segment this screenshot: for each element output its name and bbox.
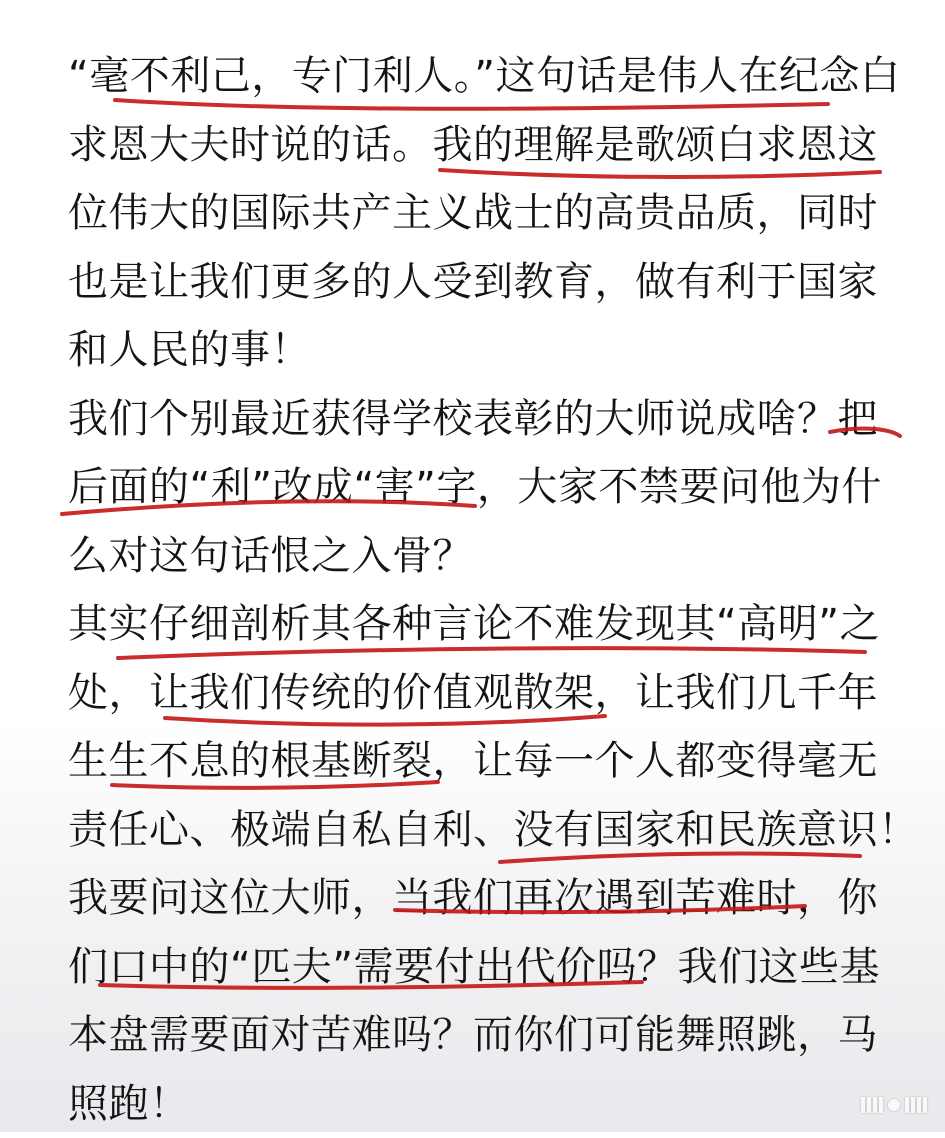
text-line: 处，让我们传统的价值观散架，让我们几千年 (68, 659, 898, 728)
text-line: 责任心、极端自私自利、没有国家和民族意识！ (68, 796, 898, 865)
text-line: 生生不息的根基断裂，让每一个人都变得毫无 (68, 727, 898, 796)
text-line: 本盘需要面对苦难吗？而你们可能舞照跳，马 (68, 1001, 898, 1070)
watermark-bar-icon (867, 1097, 871, 1113)
text-line: 其实仔细剖析其各种言论不难发现其“高明”之 (68, 590, 898, 659)
watermark-bar-icon (879, 1097, 883, 1113)
watermark-bar-icon (917, 1097, 921, 1113)
text-line: 我要问这位大师，当我们再次遇到苦难时，你 (68, 864, 898, 933)
text-line: 和人民的事！ (68, 316, 898, 385)
text-line: 照跑！ (68, 1070, 898, 1138)
watermark-bar-icon (911, 1097, 915, 1113)
watermark-bar-icon (923, 1097, 927, 1113)
text-line: 我们个别最近获得学校表彰的大师说成啥？把 (68, 385, 898, 454)
watermark-bar-icon (905, 1097, 909, 1113)
text-line: 后面的“利”改成“害”字，大家不禁要问他为什 (68, 453, 898, 522)
watermark-dot-icon (888, 1099, 900, 1111)
text-line: 么对这句话恨之入骨？ (68, 522, 898, 591)
text-line: 求恩大夫时说的话。我的理解是歌颂白求恩这 (68, 111, 898, 180)
article-text (68, 42, 898, 1138)
text-line: 们口中的“匹夫”需要付出代价吗？我们这些基 (68, 933, 898, 1002)
text-line: 也是让我们更多的人受到教育，做有利于国家 (68, 248, 898, 317)
text-line: 位伟大的国际共产主义战士的高贵品质，同时 (68, 179, 898, 248)
text-line: “毫不利己，专门利人。”这句话是伟人在纪念白 (68, 42, 898, 111)
watermark-bar-icon (873, 1097, 877, 1113)
watermark-logo (861, 1092, 927, 1118)
watermark-bar-icon (861, 1097, 865, 1113)
